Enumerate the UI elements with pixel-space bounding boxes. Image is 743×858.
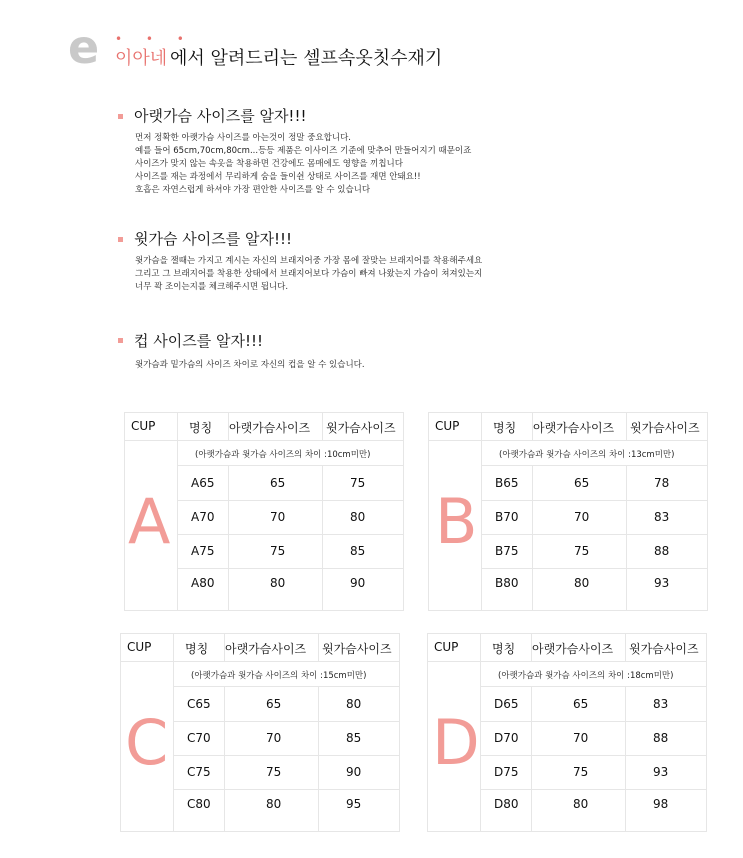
table-cell: A65 [191,476,215,490]
header-under-bust: 아랫가슴사이즈 [229,421,311,435]
table-cell: 75 [266,765,282,779]
table-cell: 78 [654,476,670,490]
table-cell: 85 [350,544,366,558]
table-cell: 90 [350,576,366,590]
table-cell: 80 [270,576,286,590]
body-line: 호흡은 자연스럽게 하셔야 가장 편안한 사이즈를 알 수 있습니다 [135,185,371,195]
cup-table-a [124,412,404,611]
table-cell: 75 [270,544,286,558]
size-diff-note: (아랫가슴과 윗가슴 사이즈의 차이 :18cm미만) [498,671,674,681]
header-name: 명칭 [185,642,209,656]
cup-letter: D [432,706,480,779]
table-cell: 90 [346,765,362,779]
body-line: 윗가슴을 잴때는 가지고 계시는 자신의 브래지어중 가장 몸에 잘맞는 브래지어를 착용해주세요 [135,256,483,266]
table-cell: A80 [191,576,215,590]
table-cell: 83 [653,697,669,711]
table-cell: C65 [187,697,211,711]
table-cell: 95 [346,797,362,811]
header-cup: CUP [131,419,156,433]
brand-name: 이아네 [115,48,168,69]
logo-e-icon: e [68,20,100,74]
table-cell: B80 [495,576,519,590]
table-cell: B65 [495,476,519,490]
body-line: 사이즈를 재는 과정에서 무리하게 숨을 들이쉰 상태로 사이즈를 재면 안돼요!! [135,172,421,182]
table-cell: 70 [573,731,589,745]
section-body [135,359,365,372]
section-body [135,132,471,197]
table-cell: 75 [574,544,590,558]
body-line: 너무 꽉 조이는지를 체크해주시면 됩니다. [135,282,289,292]
table-cell: 65 [270,476,286,490]
table-cell: 80 [266,797,282,811]
header-over-bust: 윗가슴사이즈 [630,421,700,435]
header-under-bust: 아랫가슴사이즈 [225,642,307,656]
table-cell: 65 [266,697,282,711]
size-diff-note: (아랫가슴과 윗가슴 사이즈의 차이 :10cm미만) [195,450,371,460]
section-title: 윗가슴 사이즈를 알자!!! [134,230,292,248]
table-cell: A75 [191,544,215,558]
table-cell: D75 [494,765,519,779]
cup-table-d [427,633,707,832]
table-cell: 75 [573,765,589,779]
cup-letter: A [128,485,171,558]
body-line: 그리고 그 브래지어를 착용한 상태에서 브래지어보다 가슴이 빠져 나왔는지 가슴이 쳐져있는지 [135,269,483,279]
page-header [68,20,668,76]
header-name: 명칭 [492,642,516,656]
table-cell: 70 [270,510,286,524]
table-cell: 93 [654,576,670,590]
table-cell: 65 [574,476,590,490]
header-cup: CUP [127,640,152,654]
table-cell: 83 [654,510,670,524]
cup-letter: B [435,485,478,558]
table-cell: D65 [494,697,519,711]
section-title: 컵 사이즈를 알자!!! [134,332,264,350]
body-line: 예를 들어 65cm,70cm,80cm...등등 제품은 이사이즈 기준에 맞추어 만들어지기 때문이죠 [135,146,472,156]
header-over-bust: 윗가슴사이즈 [322,642,392,656]
table-cell: B75 [495,544,519,558]
table-cell: B70 [495,510,519,524]
section-body [135,255,482,294]
logo-dots: • • • [115,32,194,46]
bullet-icon [118,237,123,242]
size-diff-note: (아랫가슴과 윗가슴 사이즈의 차이 :13cm미만) [499,450,675,460]
header-over-bust: 윗가슴사이즈 [326,421,396,435]
cup-table-b [428,412,708,611]
table-cell: 75 [350,476,366,490]
table-cell: 93 [653,765,669,779]
table-cell: 70 [574,510,590,524]
header-under-bust: 아랫가슴사이즈 [533,421,615,435]
table-cell: 88 [654,544,670,558]
header-name: 명칭 [189,421,213,435]
cup-letter: C [125,706,169,779]
body-line: 사이즈가 맞지 않는 속옷을 착용하면 건강에도 몸매에도 영향을 끼칩니다 [135,159,403,169]
header-under-bust: 아랫가슴사이즈 [532,642,614,656]
table-cell: 80 [350,510,366,524]
cup-table-c [120,633,400,832]
body-line: 윗가슴과 밑가슴의 사이즈 차이로 자신의 컵을 알 수 있습니다. [135,360,365,370]
table-cell: 70 [266,731,282,745]
table-cell: C70 [187,731,211,745]
table-cell: A70 [191,510,215,524]
table-cell: 80 [346,697,362,711]
table-cell: 80 [574,576,590,590]
header-cup: CUP [434,640,459,654]
table-cell: C75 [187,765,211,779]
table-cell: 80 [573,797,589,811]
table-cell: C80 [187,797,211,811]
table-cell: D80 [494,797,519,811]
size-diff-note: (아랫가슴과 윗가슴 사이즈의 차이 :15cm미만) [191,671,367,681]
table-cell: D70 [494,731,519,745]
table-cell: 88 [653,731,669,745]
body-line: 먼저 정확한 아랫가슴 사이즈를 아는것이 정말 중요합니다. [135,133,351,143]
header-over-bust: 윗가슴사이즈 [629,642,699,656]
header-cup: CUP [435,419,460,433]
section-title: 아랫가슴 사이즈를 알자!!! [134,107,307,125]
page-title: 에서 알려드리는 셀프속옷칫수재기 [170,48,443,69]
table-cell: 98 [653,797,669,811]
bullet-icon [118,114,123,119]
header-name: 명칭 [493,421,517,435]
table-cell: 85 [346,731,362,745]
bullet-icon [118,338,123,343]
table-cell: 65 [573,697,589,711]
